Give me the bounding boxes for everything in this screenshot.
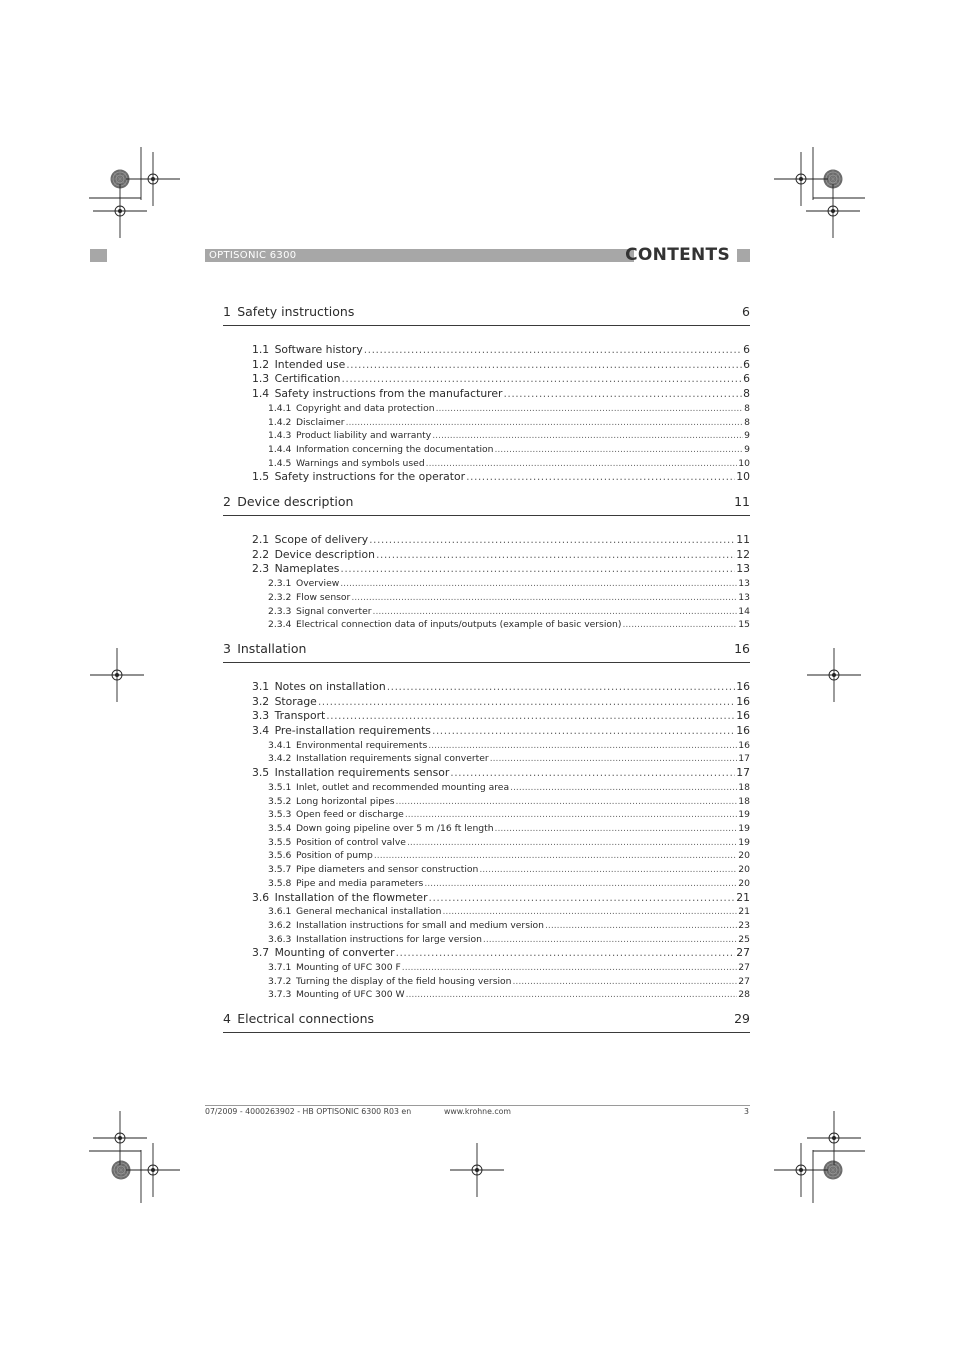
- toc-entry-number: 3.5.8: [268, 877, 292, 889]
- toc-entry-number: 1.4.5: [268, 457, 292, 469]
- toc-section-title: Device description: [237, 494, 354, 510]
- toc-entry-page: 27: [738, 962, 750, 974]
- toc-entry-list: [223, 663, 750, 1002]
- toc-entry[interactable]: [223, 946, 750, 961]
- toc-entry-page: 17: [736, 766, 750, 780]
- toc-entry-title: Mounting of converter: [274, 946, 395, 960]
- toc-entry-number: 3.6.2: [268, 919, 292, 931]
- toc-entry-number: 3.6: [252, 890, 270, 904]
- dot-leader: [318, 695, 735, 710]
- toc-entry-title: Notes on installation: [274, 679, 386, 693]
- toc-entry-list: [223, 516, 750, 632]
- toc-entry-number: 3.3: [252, 709, 270, 723]
- footer-rule: [205, 1105, 750, 1106]
- toc-entry-label: [268, 781, 509, 795]
- toc-entry-title: Environmental requirements: [295, 739, 428, 751]
- dot-leader: [466, 470, 735, 485]
- toc-section-title: Electrical connections: [237, 1011, 375, 1027]
- toc-entry-page: 19: [738, 822, 750, 834]
- dot-leader: [374, 849, 737, 863]
- toc-entry-title: Inlet, outlet and recommended mounting area: [295, 781, 510, 793]
- toc-entry-number: 3.5.2: [268, 795, 292, 807]
- toc-entry[interactable]: [223, 863, 750, 877]
- toc-entry-page: 10: [736, 470, 750, 484]
- footer-page-number: 3: [744, 1107, 749, 1116]
- toc-entry-page: 19: [738, 836, 750, 848]
- toc-entry-label: [268, 975, 511, 989]
- toc-entry-number: 3.6.1: [268, 906, 292, 918]
- toc-entry-page: 9: [744, 443, 750, 455]
- toc-entry-page: 23: [738, 919, 750, 931]
- toc-entry-title: Overview: [295, 578, 340, 590]
- toc-entry-title: Nameplates: [274, 562, 340, 576]
- toc-entry-number: 2.3.3: [268, 605, 292, 617]
- toc-entry-label: [268, 863, 478, 877]
- toc-entry-number: 3.5.5: [268, 836, 292, 848]
- toc-entry-title: Mounting of UFC 300 F: [295, 962, 401, 974]
- dot-leader: [432, 724, 735, 739]
- header-square-left: [90, 249, 107, 262]
- toc-entry-page: 25: [738, 933, 750, 945]
- toc-entry-page: 8: [743, 387, 750, 401]
- toc-entry-title: Position of control valve: [295, 836, 406, 848]
- toc-entry-number: 2.3.1: [268, 578, 292, 590]
- toc-entry-label: [252, 680, 386, 695]
- toc-entry-title: Turning the display of the field housing version: [295, 975, 512, 987]
- toc-entry-page: 28: [738, 989, 750, 1001]
- toc-entry-label: [252, 387, 502, 402]
- toc-entry-label: [268, 795, 395, 809]
- toc-entry[interactable]: [223, 429, 750, 443]
- toc-entry[interactable]: [223, 591, 750, 605]
- toc-entry-number: 1.4.3: [268, 430, 292, 442]
- toc-entry-title: Pipe diameters and sensor construction: [295, 864, 479, 876]
- toc-entry-title: Mounting of UFC 300 W: [295, 989, 405, 1001]
- toc-section-number: 4: [223, 1011, 231, 1027]
- toc-entry[interactable]: [223, 933, 750, 947]
- toc-entry[interactable]: [223, 577, 750, 591]
- toc-entry-page: 13: [738, 591, 750, 603]
- toc-entry[interactable]: [223, 836, 750, 850]
- header-product-name: OPTISONIC 6300: [209, 250, 297, 261]
- toc-entry-page: 6: [743, 343, 750, 356]
- toc-entry[interactable]: [223, 533, 750, 548]
- toc-entry-page: 8: [744, 402, 750, 414]
- toc-entry[interactable]: [223, 988, 750, 1002]
- dot-leader: [340, 577, 737, 591]
- toc-entry-title: Electrical connection data of inputs/outputs (example of basic version): [295, 619, 622, 631]
- toc-entry-page: 16: [736, 694, 750, 708]
- toc-entry-label: [268, 961, 401, 975]
- toc-entry[interactable]: [223, 618, 750, 632]
- toc-entry-label: [268, 849, 373, 863]
- toc-entry-number: 1.4.2: [268, 416, 292, 428]
- toc-entry-label: [268, 836, 406, 850]
- toc-entry-page: 13: [736, 562, 750, 576]
- toc-entry-label: [268, 429, 431, 443]
- toc-entry-page: 13: [738, 578, 750, 590]
- toc-entry[interactable]: [223, 605, 750, 619]
- toc-entry-label: [252, 548, 375, 563]
- dot-leader: [426, 457, 738, 471]
- toc-entry-title: Installation requirements sensor: [274, 766, 450, 780]
- dot-leader: [424, 877, 737, 891]
- toc-entry-title: Down going pipeline over 5 m /16 ft length: [295, 822, 494, 834]
- toc-entry-label: [268, 933, 482, 947]
- toc-entry-label: [252, 724, 431, 739]
- toc-entry-number: 3.5.6: [268, 850, 292, 862]
- toc-entry-title: Installation requirements signal converter: [295, 753, 489, 765]
- toc-entry[interactable]: [223, 795, 750, 809]
- toc-entry[interactable]: [223, 766, 750, 781]
- toc-entry-page: 21: [738, 906, 750, 918]
- toc-entry-number: 1.4.4: [268, 443, 292, 455]
- toc-entry-label: [268, 808, 404, 822]
- toc-entry[interactable]: [223, 680, 750, 695]
- toc-entry-page: 10: [738, 457, 750, 469]
- toc-entry[interactable]: [223, 416, 750, 430]
- toc-section: [223, 1011, 750, 1033]
- toc-entry-page: 6: [743, 372, 750, 386]
- toc-entry-number: 3.5: [252, 766, 270, 780]
- dot-leader: [494, 443, 743, 457]
- toc-entry[interactable]: [223, 358, 750, 373]
- toc-entry-page: 16: [736, 679, 750, 693]
- toc-entry-title: Software history: [274, 343, 363, 356]
- dot-leader: [369, 533, 735, 548]
- dot-leader: [396, 795, 738, 809]
- toc-entry-title: Copyright and data protection: [295, 402, 435, 414]
- toc-entry-title: Information concerning the documentation: [295, 443, 494, 455]
- table-of-contents: [223, 304, 750, 1033]
- dot-leader: [510, 781, 737, 795]
- toc-section-label: [223, 494, 353, 510]
- toc-entry-page: 17: [738, 753, 750, 765]
- page-title: CONTENTS: [625, 245, 730, 265]
- toc-entry-page: 16: [736, 724, 750, 738]
- dot-leader: [490, 752, 738, 766]
- toc-entry-page: 27: [738, 975, 750, 987]
- toc-entry-page: 18: [738, 781, 750, 793]
- toc-entry-page: 9: [744, 430, 750, 442]
- toc-entry[interactable]: [223, 961, 750, 975]
- toc-section-title: Installation: [237, 640, 307, 656]
- dot-leader: [479, 863, 737, 877]
- toc-entry[interactable]: [223, 849, 750, 863]
- toc-entry-number: 3.7.1: [268, 962, 292, 974]
- dot-leader: [405, 808, 737, 822]
- toc-entry-label: [252, 343, 363, 358]
- toc-entry[interactable]: [223, 808, 750, 822]
- toc-entry-number: 3.5.7: [268, 864, 292, 876]
- dot-leader: [376, 548, 735, 563]
- toc-entry[interactable]: [223, 457, 750, 471]
- toc-entry-label: [252, 766, 449, 781]
- toc-section-heading[interactable]: [223, 1011, 750, 1033]
- dot-leader: [450, 766, 735, 781]
- toc-entry-title: Signal converter: [295, 605, 372, 617]
- toc-entry[interactable]: [223, 372, 750, 387]
- toc-entry-label: [268, 919, 544, 933]
- toc-entry-label: [268, 822, 494, 836]
- toc-entry-title: Pre-installation requirements: [274, 724, 431, 738]
- dot-leader: [622, 618, 737, 632]
- dot-leader: [429, 891, 736, 906]
- toc-entry-number: 3.7.2: [268, 975, 292, 987]
- dot-leader: [351, 591, 737, 605]
- toc-entry-page: 16: [736, 709, 750, 723]
- toc-entry-title: General mechanical installation: [295, 906, 442, 918]
- toc-entry-label: [252, 358, 345, 373]
- toc-entry[interactable]: [223, 387, 750, 402]
- toc-entry-label: [268, 752, 489, 766]
- toc-entry[interactable]: [223, 470, 750, 485]
- toc-entry-page: 16: [738, 739, 750, 751]
- toc-section-page: 6: [742, 304, 750, 319]
- toc-section-heading[interactable]: [223, 641, 750, 663]
- dot-leader: [340, 562, 735, 577]
- toc-entry-label: [252, 891, 428, 906]
- dot-leader: [503, 387, 742, 402]
- toc-entry-number: 1.3: [252, 372, 270, 386]
- toc-entry-number: 3.4: [252, 724, 270, 738]
- toc-entry[interactable]: [223, 562, 750, 577]
- toc-entry[interactable]: [223, 919, 750, 933]
- dot-leader: [495, 822, 738, 836]
- toc-entry-label: [268, 402, 435, 416]
- toc-entry-title: Storage: [274, 694, 317, 708]
- toc-entry[interactable]: [223, 877, 750, 891]
- toc-entry-title: Product liability and warranty: [295, 430, 432, 442]
- toc-section-label: [223, 1011, 374, 1027]
- toc-section-heading[interactable]: [223, 304, 750, 326]
- toc-entry-number: 3.1: [252, 679, 270, 693]
- toc-entry-label: [268, 457, 425, 471]
- dot-leader: [512, 975, 737, 989]
- toc-entry-title: Pipe and media parameters: [295, 877, 424, 889]
- toc-entry-page: 18: [738, 795, 750, 807]
- toc-entry[interactable]: [223, 781, 750, 795]
- toc-entry-number: 3.7: [252, 946, 270, 960]
- toc-entry-title: Warnings and symbols used: [295, 457, 425, 469]
- toc-section-number: 2: [223, 494, 231, 510]
- toc-entry[interactable]: [223, 891, 750, 906]
- toc-entry-number: 3.5.3: [268, 809, 292, 821]
- dot-leader: [396, 946, 736, 961]
- toc-section-number: 3: [223, 640, 231, 656]
- dot-leader: [406, 988, 738, 1002]
- dot-leader: [326, 709, 735, 724]
- toc-entry-label: [268, 605, 372, 619]
- toc-section-page: 29: [734, 1011, 750, 1027]
- dot-leader: [442, 905, 737, 919]
- toc-entry-number: 2.3.2: [268, 591, 292, 603]
- toc-entry[interactable]: [223, 752, 750, 766]
- toc-entry-page: 21: [736, 890, 750, 904]
- toc-entry-number: 1.1: [252, 343, 270, 356]
- toc-entry-page: 14: [738, 605, 750, 617]
- toc-entry-number: 3.6.3: [268, 933, 292, 945]
- dot-leader: [545, 919, 737, 933]
- toc-entry-label: [268, 988, 405, 1002]
- dot-leader: [407, 836, 737, 850]
- toc-entry-label: [252, 533, 368, 548]
- toc-entry-page: 12: [736, 547, 750, 561]
- toc-entry[interactable]: [223, 975, 750, 989]
- toc-entry[interactable]: [223, 402, 750, 416]
- header-square-right: [737, 249, 750, 262]
- toc-entry[interactable]: [223, 443, 750, 457]
- toc-entry-title: Installation instructions for small and medium version: [295, 919, 544, 931]
- toc-entry-label: [268, 577, 339, 591]
- toc-section: [223, 304, 750, 485]
- toc-entry-number: 2.3: [252, 562, 270, 576]
- toc-entry-number: 3.7.3: [268, 989, 292, 1001]
- toc-section: [223, 494, 750, 632]
- dot-leader: [436, 402, 744, 416]
- toc-entry-page: 20: [738, 850, 750, 862]
- toc-entry[interactable]: [223, 709, 750, 724]
- toc-section-label: [223, 304, 354, 320]
- toc-entry-page: 19: [738, 809, 750, 821]
- toc-entry-number: 3.4.1: [268, 739, 292, 751]
- toc-entry-number: 1.2: [252, 357, 270, 371]
- toc-entry-label: [252, 372, 340, 387]
- toc-section-title: Safety instructions: [237, 304, 355, 319]
- footer-document-id: 07/2009 - 4000263902 - HB OPTISONIC 6300 R03 en: [205, 1107, 412, 1116]
- toc-entry-title: Installation of the flowmeter: [274, 890, 428, 904]
- toc-entry-title: Certification: [274, 372, 341, 386]
- toc-entry[interactable]: [223, 822, 750, 836]
- toc-entry[interactable]: [223, 905, 750, 919]
- toc-entry-title: Disclaimer: [295, 416, 345, 428]
- toc-entry-number: 1.5: [252, 470, 270, 484]
- toc-entry-page: 20: [738, 864, 750, 876]
- toc-entry-label: [268, 877, 423, 891]
- toc-entry-title: Installation instructions for large version: [295, 933, 482, 945]
- toc-entry-page: 20: [738, 877, 750, 889]
- dot-leader: [402, 961, 738, 975]
- toc-entry-title: Position of pump: [295, 850, 373, 862]
- toc-entry-list: [223, 326, 750, 485]
- toc-entry-label: [268, 416, 345, 430]
- toc-entry[interactable]: [223, 695, 750, 710]
- toc-entry-page: 6: [743, 357, 750, 371]
- toc-entry-title: Long horizontal pipes: [295, 795, 395, 807]
- dot-leader: [346, 358, 742, 373]
- toc-entry-number: 3.5.1: [268, 781, 292, 793]
- dot-leader: [432, 429, 743, 443]
- toc-entry-page: 8: [744, 416, 750, 428]
- toc-entry-number: 3.4.2: [268, 753, 292, 765]
- toc-entry-title: Scope of delivery: [274, 533, 369, 547]
- toc-entry-page: 15: [738, 619, 750, 631]
- toc-entry-label: [252, 946, 395, 961]
- dot-leader: [428, 739, 737, 753]
- toc-section-page: 11: [734, 494, 750, 510]
- toc-entry-label: [268, 739, 427, 753]
- toc-section-label: [223, 641, 306, 657]
- toc-entry[interactable]: [223, 548, 750, 563]
- toc-entry[interactable]: [223, 343, 750, 358]
- dot-leader: [341, 372, 742, 387]
- toc-entry-title: Open feed or discharge: [295, 809, 404, 821]
- dot-leader: [387, 680, 736, 695]
- toc-entry-number: 2.1: [252, 533, 270, 547]
- toc-entry-number: 2.2: [252, 547, 270, 561]
- dot-leader: [346, 416, 744, 430]
- toc-section-heading[interactable]: [223, 494, 750, 516]
- toc-section-page: 16: [734, 640, 750, 656]
- toc-entry-title: Device description: [274, 547, 375, 561]
- toc-entry-number: 2.3.4: [268, 619, 292, 631]
- footer-website: www.krohne.com: [444, 1107, 512, 1116]
- toc-entry-title: Safety instructions for the operator: [274, 470, 466, 484]
- toc-entry-label: [252, 695, 317, 710]
- dot-leader: [483, 933, 737, 947]
- toc-entry-number: 3.5.4: [268, 822, 292, 834]
- toc-entry[interactable]: [223, 724, 750, 739]
- toc-entry-label: [252, 562, 339, 577]
- toc-entry-page: 27: [736, 946, 750, 960]
- toc-entry-title: Safety instructions from the manufacturer: [274, 387, 503, 401]
- dot-leader: [373, 605, 738, 619]
- dot-leader: [364, 343, 742, 358]
- toc-entry[interactable]: [223, 739, 750, 753]
- toc-entry-label: [268, 443, 493, 457]
- toc-entry-title: Flow sensor: [295, 591, 351, 603]
- toc-entry-label: [252, 709, 325, 724]
- toc-entry-label: [268, 591, 350, 605]
- toc-entry-title: Transport: [274, 709, 326, 723]
- toc-entry-label: [268, 905, 441, 919]
- toc-entry-label: [268, 618, 621, 632]
- toc-section: [223, 641, 750, 1002]
- toc-entry-number: 1.4: [252, 387, 270, 401]
- toc-entry-page: 11: [736, 533, 750, 547]
- toc-entry-number: 3.2: [252, 694, 270, 708]
- toc-entry-number: 1.4.1: [268, 402, 292, 414]
- toc-section-number: 1: [223, 304, 231, 319]
- toc-entry-label: [252, 470, 465, 485]
- toc-entry-title: Intended use: [274, 357, 346, 371]
